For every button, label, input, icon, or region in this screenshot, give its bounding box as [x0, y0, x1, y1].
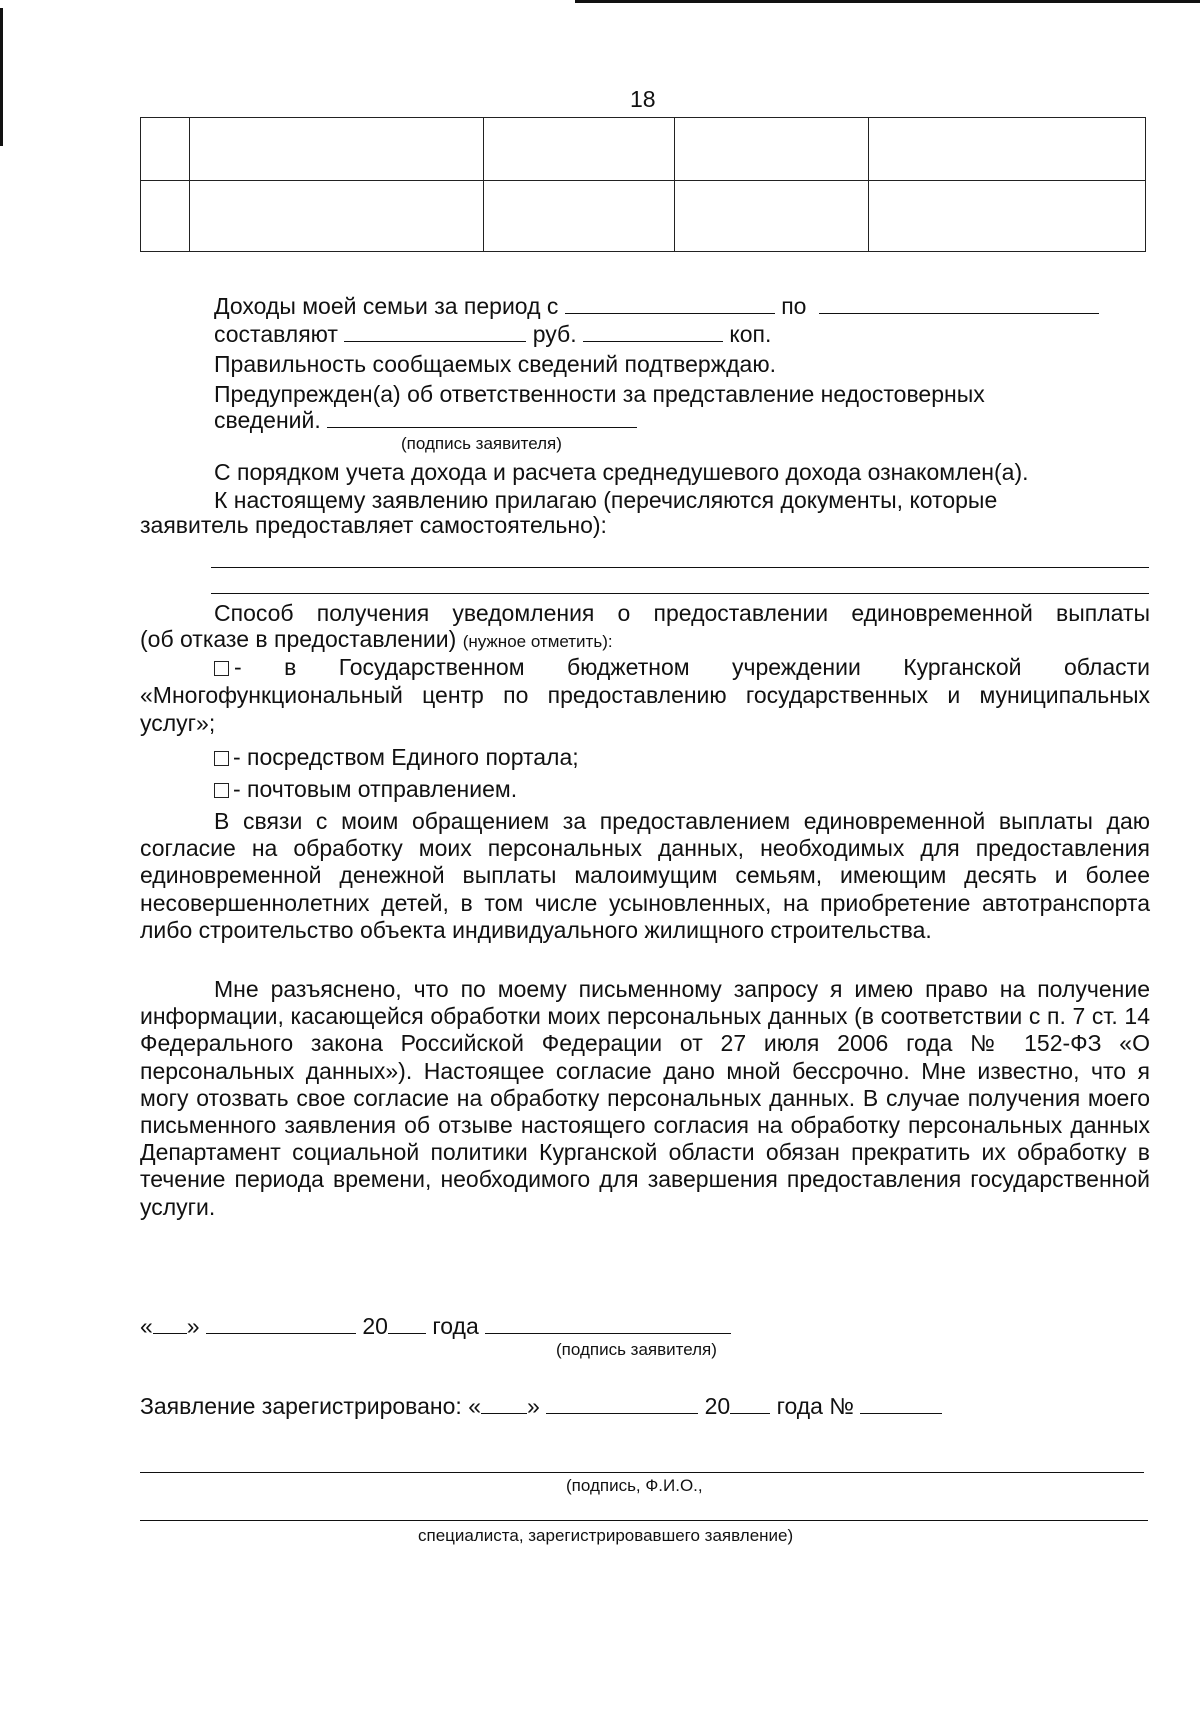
table-col-divider	[483, 117, 485, 252]
option-portal-label: - посредством Единого портала;	[233, 744, 579, 770]
registered-line	[140, 1392, 942, 1420]
notify-hint: (нужное отметить):	[462, 632, 613, 651]
option-mfc-line-3: услуг»;	[140, 710, 216, 736]
registered-label: Заявление зарегистрировано: «	[140, 1393, 482, 1419]
amount-label: составляют	[214, 321, 338, 347]
reg-month-field[interactable]	[546, 1393, 698, 1414]
attach-line-1: К настоящему заявлению прилагаю (перечисляются документы, которые	[214, 487, 998, 513]
table-border-right	[1145, 117, 1147, 252]
notify-line-2	[140, 625, 613, 656]
table-border-bottom	[140, 251, 1146, 253]
rub-label: руб.	[532, 321, 577, 347]
notify-line-1: Способ получения уведомления о предоставлении единовременной выплаты	[214, 600, 1150, 626]
attachments-line-2[interactable]	[211, 593, 1149, 594]
income-period-line	[214, 292, 1099, 320]
period-from-field[interactable]	[565, 293, 775, 314]
table-col-divider	[189, 117, 191, 252]
table-border-top	[140, 117, 1146, 119]
option-mfc-line-1: - в Государственном бюджетном учреждении Курганской области	[234, 654, 1150, 680]
date-signature-line	[140, 1312, 731, 1340]
reg-close-quote: »	[527, 1393, 540, 1419]
attach-line-2: заявитель предоставляет самостоятельно):	[140, 512, 607, 538]
table-row-divider	[140, 180, 1146, 182]
date-close-quote: »	[186, 1313, 200, 1339]
option-mail-label: - почтовым отправлением.	[233, 776, 518, 802]
table-col-divider	[674, 117, 676, 252]
table-border-left	[140, 117, 142, 252]
specialist-signature-line[interactable]	[140, 1472, 1144, 1473]
date-open-quote: «	[140, 1313, 153, 1339]
scan-edge-left	[0, 8, 3, 146]
option-mail-checkbox[interactable]	[214, 783, 229, 798]
consent-paragraph: В связи с моим обращением за предоставлением единовременной выплаты даю согласие на обработку моих персональных данных, необходимых для предоставления единовременной денежной выплаты малоимущим семьям, имеющим десять и более несовершеннолетних детей, в том числе усыновленных, на приобретение автотранспорта либо строительство объекта индивидуального жилищного строительства.	[140, 808, 1150, 943]
applicant-signature-field[interactable]	[485, 1313, 731, 1334]
reg-year-prefix: 20	[704, 1393, 731, 1419]
warning-label: сведений.	[214, 407, 321, 433]
option-portal-checkbox[interactable]	[214, 751, 229, 766]
day-field[interactable]	[153, 1313, 187, 1334]
reg-day-field[interactable]	[481, 1393, 527, 1414]
rub-field[interactable]	[344, 321, 526, 342]
month-field[interactable]	[206, 1313, 356, 1334]
year-prefix: 20	[362, 1313, 388, 1339]
warning-line-1: Предупрежден(а) об ответственности за представление недостоверных	[214, 381, 985, 407]
table-col-divider	[868, 117, 870, 252]
signature-caption-2: (подпись заявителя)	[556, 1340, 717, 1359]
period-to-field[interactable]	[819, 293, 1099, 314]
option-mfc-line-2: «Многофункциональный центр по предоставлению государственных и муниципальных	[140, 682, 1150, 708]
signature-caption: (подпись заявителя)	[401, 434, 562, 453]
option-portal	[214, 743, 579, 771]
year-field[interactable]	[388, 1313, 426, 1334]
income-period-label: Доходы моей семьи за период с	[214, 293, 559, 319]
explained-paragraph: Мне разъяснено, что по моему письменному запросу я имею право на получение информации, касающейся обработки моих персональных данных (в соответствии с п. 7 ст. 14 Федерального закона Российской Федерации от 27 июля 2006 года № 152-ФЗ «О персональных данных»). Настоящее согласие дано мной бессрочно. Мне известно, что я могу отозвать свое согласие на обработку персональных данных. В случае получения моего письменного заявления об отзыве настоящего согласия на обработку персональных данных Департамент социальной политики Курганской области обязан прекратить их обработку в течение периода времени, необходимого для завершения предоставления государственной услуги.	[140, 976, 1150, 1220]
attachments-line-1[interactable]	[211, 567, 1149, 568]
year-word: года	[432, 1313, 479, 1339]
income-amount-line	[214, 320, 771, 348]
kop-field[interactable]	[583, 321, 723, 342]
specialist-caption-2: специалиста, зарегистрировавшего заявление)	[418, 1526, 794, 1545]
specialist-caption-1: (подпись, Ф.И.О.,	[566, 1476, 703, 1495]
signature-field[interactable]	[327, 407, 637, 428]
kop-label: коп.	[729, 321, 772, 347]
warning-line-2	[214, 406, 637, 434]
scan-edge-top	[575, 0, 1200, 3]
specialist-name-line[interactable]	[140, 1520, 1148, 1521]
confirm-text: Правильность сообщаемых сведений подтверждаю.	[214, 351, 776, 377]
familiar-text: С порядком учета дохода и расчета среднедушевого дохода ознакомлен(а).	[214, 459, 1029, 485]
data-table	[140, 117, 1146, 252]
reg-year-field[interactable]	[730, 1393, 770, 1414]
reg-number-field[interactable]	[860, 1393, 942, 1414]
reg-suffix: года №	[776, 1393, 855, 1419]
page-number: 18	[630, 86, 656, 112]
option-mail	[214, 775, 517, 803]
notify-line-2-text: (об отказе в предоставлении)	[140, 626, 457, 652]
period-to-label: по	[781, 293, 807, 319]
